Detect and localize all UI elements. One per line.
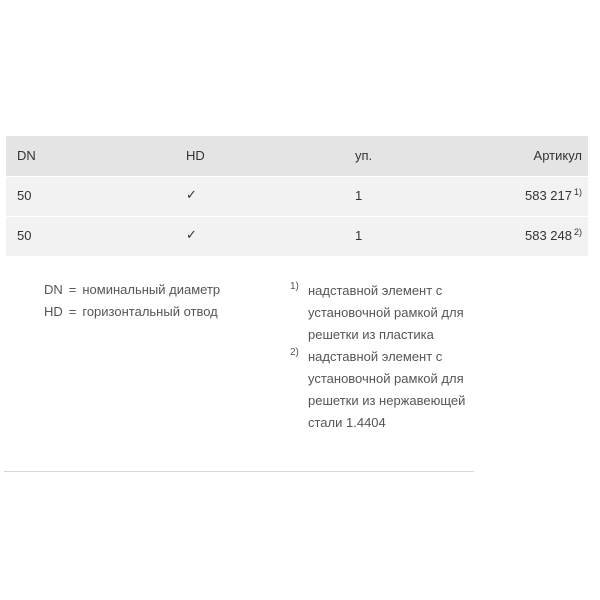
footnotes [290, 280, 510, 434]
table-row [6, 216, 588, 256]
footnote-ref: 2) [573, 226, 582, 237]
legend-text: номинальный диаметр [82, 282, 221, 297]
check-icon: ✓ [186, 188, 197, 203]
cell-article [525, 217, 582, 255]
footnote-ref: 1) [573, 186, 582, 197]
footnote-line: решетки из нержавеющей [308, 393, 466, 408]
article-number: 583 248 [524, 228, 572, 243]
header-article: Артикул [533, 148, 582, 163]
footnote-mark: 2) [290, 347, 299, 358]
check-icon: ✓ [186, 228, 197, 243]
legend-item [44, 279, 220, 301]
header-dn: DN [17, 148, 36, 163]
footnote-1 [290, 280, 510, 346]
cell-article [525, 177, 582, 215]
footnote-mark: 1) [290, 281, 299, 292]
table-row [6, 176, 588, 216]
article-number: 583 217 [524, 188, 572, 203]
footnote-line: надставной элемент с [308, 349, 443, 364]
footnote-line: решетки из пластика [308, 327, 434, 342]
footnote-line: стали 1.4404 [308, 415, 386, 430]
cell-up: 1 [355, 188, 363, 203]
product-table [6, 136, 588, 256]
legend-equals: = [68, 282, 77, 297]
abbreviation-legend [44, 279, 220, 323]
header-up: уп. [355, 148, 373, 163]
legend-equals: = [68, 304, 77, 319]
footnote-2 [290, 346, 510, 434]
footnote-line: надставной элемент с [308, 283, 443, 298]
table-header-row [6, 136, 588, 176]
cell-dn: 50 [17, 188, 32, 203]
divider [4, 471, 474, 472]
cell-up: 1 [355, 228, 363, 243]
legend-text: горизонтальный отвод [82, 304, 218, 319]
cell-dn: 50 [17, 228, 32, 243]
legend-abbr: HD [44, 304, 63, 319]
legend-item [44, 301, 220, 323]
footnote-line: установочной рамкой для [308, 371, 464, 386]
legend-abbr: DN [44, 282, 63, 297]
header-hd: HD [186, 148, 205, 163]
footnote-line: установочной рамкой для [308, 305, 464, 320]
